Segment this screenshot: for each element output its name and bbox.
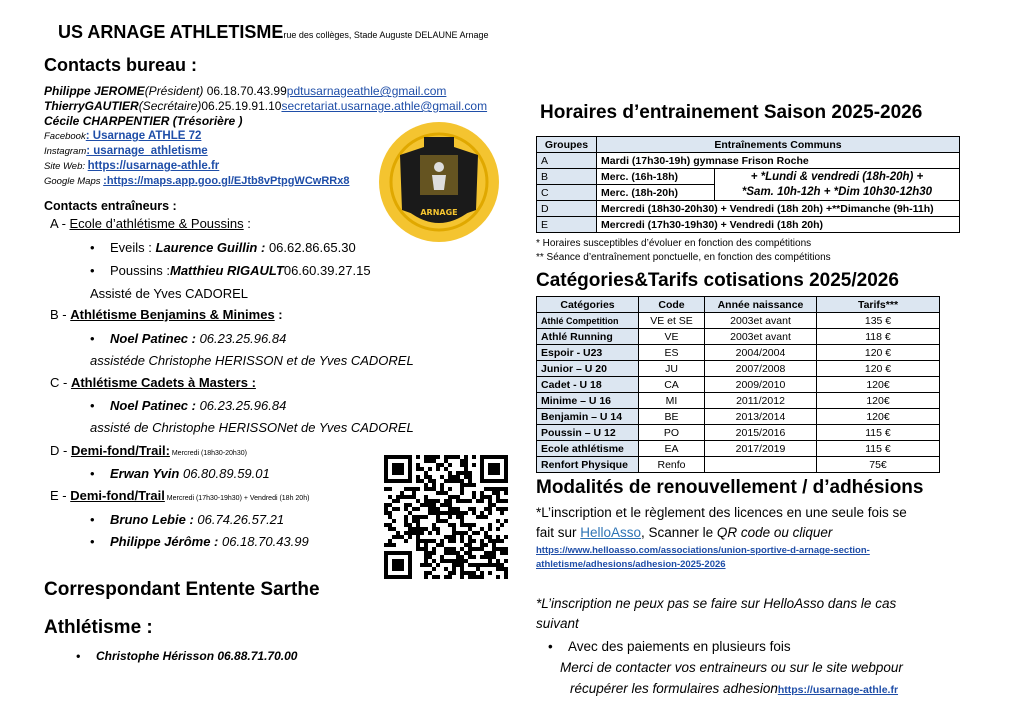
tarif-price-cell: 120 € <box>817 345 940 361</box>
section-b-assist: assistéde Christophe HERISSON et de Yves CADOREL <box>90 353 414 368</box>
modalites-line-3: *L’inscription ne peux pas se faire sur HelloAsso dans le cas <box>536 596 897 611</box>
tarif-code-cell: PO <box>639 425 705 441</box>
tarif-code-cell: EA <box>639 441 705 457</box>
table-row <box>537 361 940 377</box>
table-row: C Merc. (18h-20h) <box>537 185 960 201</box>
facebook-link[interactable]: : Usarnage ATHLE 72 <box>85 130 202 142</box>
trainer-e1: • Bruno Lebie : 06.74.26.57.21 <box>110 512 284 527</box>
tarif-year-cell: 2009/2010 <box>705 377 817 393</box>
tarif-year-cell: 2011/2012 <box>705 393 817 409</box>
correspondant-title-2: Athlétisme : <box>44 617 153 638</box>
tarif-year-cell: 2007/2008 <box>705 361 817 377</box>
tarif-year-cell: 2017/2019 <box>705 441 817 457</box>
tarif-category-cell: Renfort Physique <box>537 457 639 473</box>
correspondant-title-1: Correspondant Entente Sarthe <box>44 579 320 600</box>
tarif-price-cell: 118 € <box>817 329 940 345</box>
website-link[interactable]: https://usarnage-athle.fr <box>87 160 220 172</box>
tarif-price-cell: 135 € <box>817 313 940 329</box>
maps-row: Google Maps :https://maps.app.goo.gl/EJtb8vPtpgWCwRRx8 <box>44 175 350 187</box>
tarif-price-cell: 75€ <box>817 457 940 473</box>
trainers-title: Contacts entraîneurs : <box>44 199 177 213</box>
contact-president: Philippe JEROME(Président) 06.18.70.43.99pdtusarnageathle@gmail.com <box>44 84 447 98</box>
table-row <box>537 425 940 441</box>
table-row <box>537 457 940 473</box>
tarifs-title: Catégories&Tarifs cotisations 2025/2026 <box>536 270 899 291</box>
tarif-code-cell: VE et SE <box>639 313 705 329</box>
table-row <box>537 345 940 361</box>
table-row: D Mercredi (18h30-20h30) + Vendredi (18h 20h) +**Dimanche (9h-11h) <box>537 201 960 217</box>
president-email-link[interactable]: pdtusarnageathle@gmail.com <box>286 84 447 98</box>
tarif-code-cell: JU <box>639 361 705 377</box>
club-address: rue des collèges, Stade Auguste DELAUNE Arnage <box>283 30 489 40</box>
tarif-year-cell: 2015/2016 <box>705 425 817 441</box>
tarif-code-cell: CA <box>639 377 705 393</box>
modalites-title: Modalités de renouvellement / d’adhésions <box>536 477 924 498</box>
facebook-row: Facebook: Usarnage ATHLE 72 <box>44 130 202 142</box>
tarif-code-cell: Renfo <box>639 457 705 473</box>
modalites-line-5: Merci de contacter vos entraineurs ou sur le site webpour <box>560 660 903 675</box>
modalites-line-4: suivant <box>536 616 579 631</box>
header <box>58 22 488 43</box>
contact-secretary: ThierryGAUTIER(Secrétaire)06.25.19.91.10secretariat.usarnage.athle@gmail.com <box>44 99 488 113</box>
tarif-code-cell: BE <box>639 409 705 425</box>
table-row <box>537 409 940 425</box>
table-row <box>537 329 940 345</box>
trainer-e2: • Philippe Jérôme : 06.18.70.43.99 <box>110 534 309 549</box>
section-a-title: A - Ecole d’athlétisme & Poussins : <box>50 216 251 231</box>
instagram-link[interactable]: : usarnage_athletisme <box>86 145 208 157</box>
secretary-email-link[interactable]: secretariat.usarnage.athle@gmail.com <box>281 99 488 113</box>
maps-link[interactable]: :https://maps.app.goo.gl/EJtb8vPtpgWCwRRx8 <box>103 175 350 187</box>
tarif-category-cell: Cadet - U 18 <box>537 377 639 393</box>
table-row <box>537 313 940 329</box>
table-row <box>537 377 940 393</box>
modalites-line-6: récupérer les formulaires adhesionhttps://usarnage-athle.fr <box>570 681 899 696</box>
modalites-line-2: fait sur HelloAsso, Scanner le QR code ou cliquer <box>536 525 833 540</box>
table-row: B Merc. (16h-18h) + *Lundi & vendredi (18h-20h) + *Sam. 10h-12h + *Dim 10h30-12h30 <box>537 169 960 185</box>
tarif-price-cell: 115 € <box>817 441 940 457</box>
tarifs-header-category: Catégories <box>537 297 639 313</box>
tarif-category-cell: Minime – U 16 <box>537 393 639 409</box>
section-e-title: E - Demi-fond/Trail Mercredi (17h30-19h30) + Vendredi (18h 20h) <box>50 488 310 503</box>
modalites-line-1: *L’inscription et le règlement des licences en une seule fois se <box>536 505 907 520</box>
table-row <box>537 393 940 409</box>
tarif-category-cell: Ecole athlétisme <box>537 441 639 457</box>
tarif-price-cell: 120 € <box>817 361 940 377</box>
tarif-category-cell: Poussin – U 12 <box>537 425 639 441</box>
tarif-category-cell: Athlé Running <box>537 329 639 345</box>
tarif-category-cell: Espoir - U23 <box>537 345 639 361</box>
schedule-header-groups: Groupes <box>537 137 597 153</box>
tarif-category-cell: Benjamin – U 14 <box>537 409 639 425</box>
correspondant-name: • Christophe Hérisson 06.88.71.70.00 <box>96 649 297 663</box>
modalites-bullet: • Avec des paiements en plusieurs fois <box>568 639 791 654</box>
section-a-assist: Assisté de Yves CADOREL <box>90 286 248 301</box>
tarif-price-cell: 120€ <box>817 409 940 425</box>
schedule-note-2: ** Séance d’entraînement ponctuelle, en fonction des compétitions <box>536 252 831 263</box>
tarif-price-cell: 115 € <box>817 425 940 441</box>
trainer-b1: • Noel Patinec : 06.23.25.96.84 <box>110 331 286 346</box>
contact-treasurer: Cécile CHARPENTIER (Trésorière ) <box>44 114 243 128</box>
schedule-title: Horaires d’entrainement Saison 2025-2026 <box>540 102 923 123</box>
table-row: A Mardi (17h30-19h) gymnase Frison Roche <box>537 153 960 169</box>
table-row <box>537 441 940 457</box>
club-logo-icon <box>372 115 506 249</box>
tarif-price-cell: 120€ <box>817 377 940 393</box>
tarif-year-cell: 2004/2004 <box>705 345 817 361</box>
tarif-price-cell: 120€ <box>817 393 940 409</box>
schedule-table <box>536 136 960 233</box>
trainer-poussins: • Poussins :Matthieu RIGAULT06.60.39.27.15 <box>110 263 371 278</box>
tarif-code-cell: ES <box>639 345 705 361</box>
trainer-c1: • Noel Patinec : 06.23.25.96.84 <box>110 398 286 413</box>
tarif-code-cell: VE <box>639 329 705 345</box>
tarif-year-cell: 2013/2014 <box>705 409 817 425</box>
website-row: Site Web: https://usarnage-athle.fr <box>44 160 220 172</box>
section-b-title: B - Athlétisme Benjamins & Minimes : <box>50 307 283 322</box>
schedule-note-1: * Horaires susceptibles d’évoluer en fonction des compétitions <box>536 238 812 249</box>
tarifs-header-code: Code <box>639 297 705 313</box>
helloasso-link[interactable]: HelloAsso <box>580 525 642 540</box>
tarif-category-cell: Junior – U 20 <box>537 361 639 377</box>
schedule-header-common: Entraînements Communs <box>597 137 960 153</box>
club-name: US ARNAGE ATHLETISME <box>58 22 284 42</box>
tarif-year-cell <box>705 457 817 473</box>
tarifs-header-price: Tarifs*** <box>817 297 940 313</box>
tarifs-header-year: Année naissance <box>705 297 817 313</box>
helloasso-url-line-2[interactable]: athletisme/adhesions/adhesion-2025-2026 <box>536 559 726 570</box>
svg-text:ARNAGE: ARNAGE <box>420 208 458 217</box>
section-d-title: D - Demi-fond/Trail: Mercredi (18h30-20h30) <box>50 443 247 458</box>
trainer-d1: • Erwan Yvin 06.80.89.59.01 <box>110 466 270 481</box>
tarifs-table <box>536 296 940 473</box>
qr-code-icon[interactable] <box>384 455 508 579</box>
table-row: E Mercredi (17h30-19h30) + Vendredi (18h 20h) <box>537 217 960 233</box>
trainer-eveils: • Eveils : Laurence Guillin : 06.62.86.65.30 <box>110 240 356 255</box>
tarif-code-cell: MI <box>639 393 705 409</box>
instagram-row: Instagram: usarnage_athletisme <box>44 145 208 157</box>
helloasso-url-line-1[interactable]: https://www.helloasso.com/associations/union-sportive-d-arnage-section- <box>536 545 870 556</box>
bureau-title: Contacts bureau : <box>44 55 198 75</box>
website-link-footer[interactable]: https://usarnage-athle.fr <box>777 684 899 696</box>
tarif-year-cell: 2003et avant <box>705 313 817 329</box>
section-c-assist: assisté de Christophe HERISSONet de Yves CADOREL <box>90 420 414 435</box>
tarif-category-cell: Athlé Competition <box>537 313 639 329</box>
tarif-year-cell: 2003et avant <box>705 329 817 345</box>
section-c-title: C - Athlétisme Cadets à Masters : <box>50 375 256 390</box>
